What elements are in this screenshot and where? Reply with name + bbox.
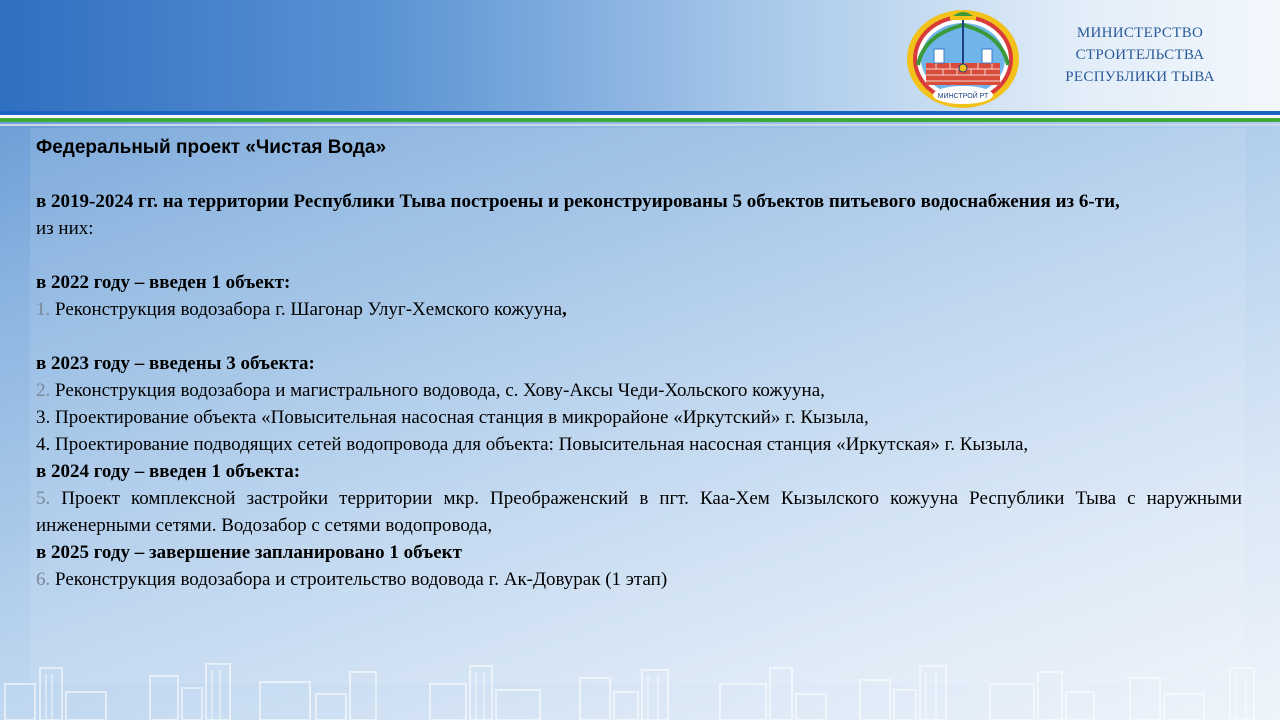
list-item-text: Проект комплексной застройки территории мкр. Преображенский в пгт. Каа-Хем Кызылского кожууна Республики Тыва с наружными инженерными сетями. Водозабор с сетями водопровода, <box>36 488 1242 536</box>
list-item-number: 2. <box>36 380 51 401</box>
ministry-emblem-logo <box>904 5 1022 109</box>
list-item-number: 6. <box>36 569 51 590</box>
ministry-name-line: МИНИСТЕРСТВО <box>1076 25 1204 41</box>
ministry-name-line: СТРОИТЕЛЬСТВА <box>1075 47 1205 63</box>
year-2022-heading: в 2022 году – введен 1 объект: <box>36 272 291 293</box>
intro-summary: в 2019-2024 гг. на территории Республики Тыва построены и реконструированы 5 объектов питьевого водоснабжения из 6-ти, <box>36 191 1120 212</box>
list-item-text: Реконструкция водозабора и магистрального водовода, с. Хову-Аксы Чеди-Хольского кожууна, <box>50 380 825 401</box>
list-item-1 <box>36 296 1242 323</box>
ministry-name <box>1040 22 1240 88</box>
slide-title: Федеральный проект «Чистая Вода» <box>36 137 387 158</box>
intro-rest: из них: <box>36 218 94 239</box>
list-item-3: 3. Проектирование объекта «Повысительная насосная станция в микрорайоне «Иркутский» г. Кызыла, <box>36 407 869 428</box>
header-stripe-line <box>0 124 1280 126</box>
header-stripe-green <box>0 118 1280 122</box>
slide-content <box>36 134 1242 593</box>
list-item-2 <box>36 377 1242 404</box>
emblem-text: МИНСТРОЙ РТ <box>937 93 989 100</box>
list-item-number: 5. <box>36 488 51 509</box>
ministry-name-line: РЕСПУБЛИКИ ТЫВА <box>1065 69 1215 85</box>
year-2023-heading: в 2023 году – введены 3 объекта: <box>36 353 315 374</box>
year-2025-heading: в 2025 году – завершение запланировано 1 объект <box>36 542 462 563</box>
list-item-end: , <box>562 299 567 320</box>
year-2024-heading: в 2024 году – введен 1 объекта: <box>36 461 301 482</box>
city-skyline-decoration <box>0 654 1280 720</box>
list-item-6 <box>36 566 1242 593</box>
list-item-text: Реконструкция водозабора и строительство водовода г. Ак-Довурак (1 этап) <box>50 569 668 590</box>
list-item-4: 4. Проектирование подводящих сетей водопровода для объекта: Повысительная насосная станция «Иркутская» г. Кызыла, <box>36 434 1029 455</box>
list-item-5 <box>36 485 1242 539</box>
list-item-text: Реконструкция водозабора г. Шагонар Улуг-Хемского кожууна <box>50 299 563 320</box>
list-item-number: 1. <box>36 299 51 320</box>
